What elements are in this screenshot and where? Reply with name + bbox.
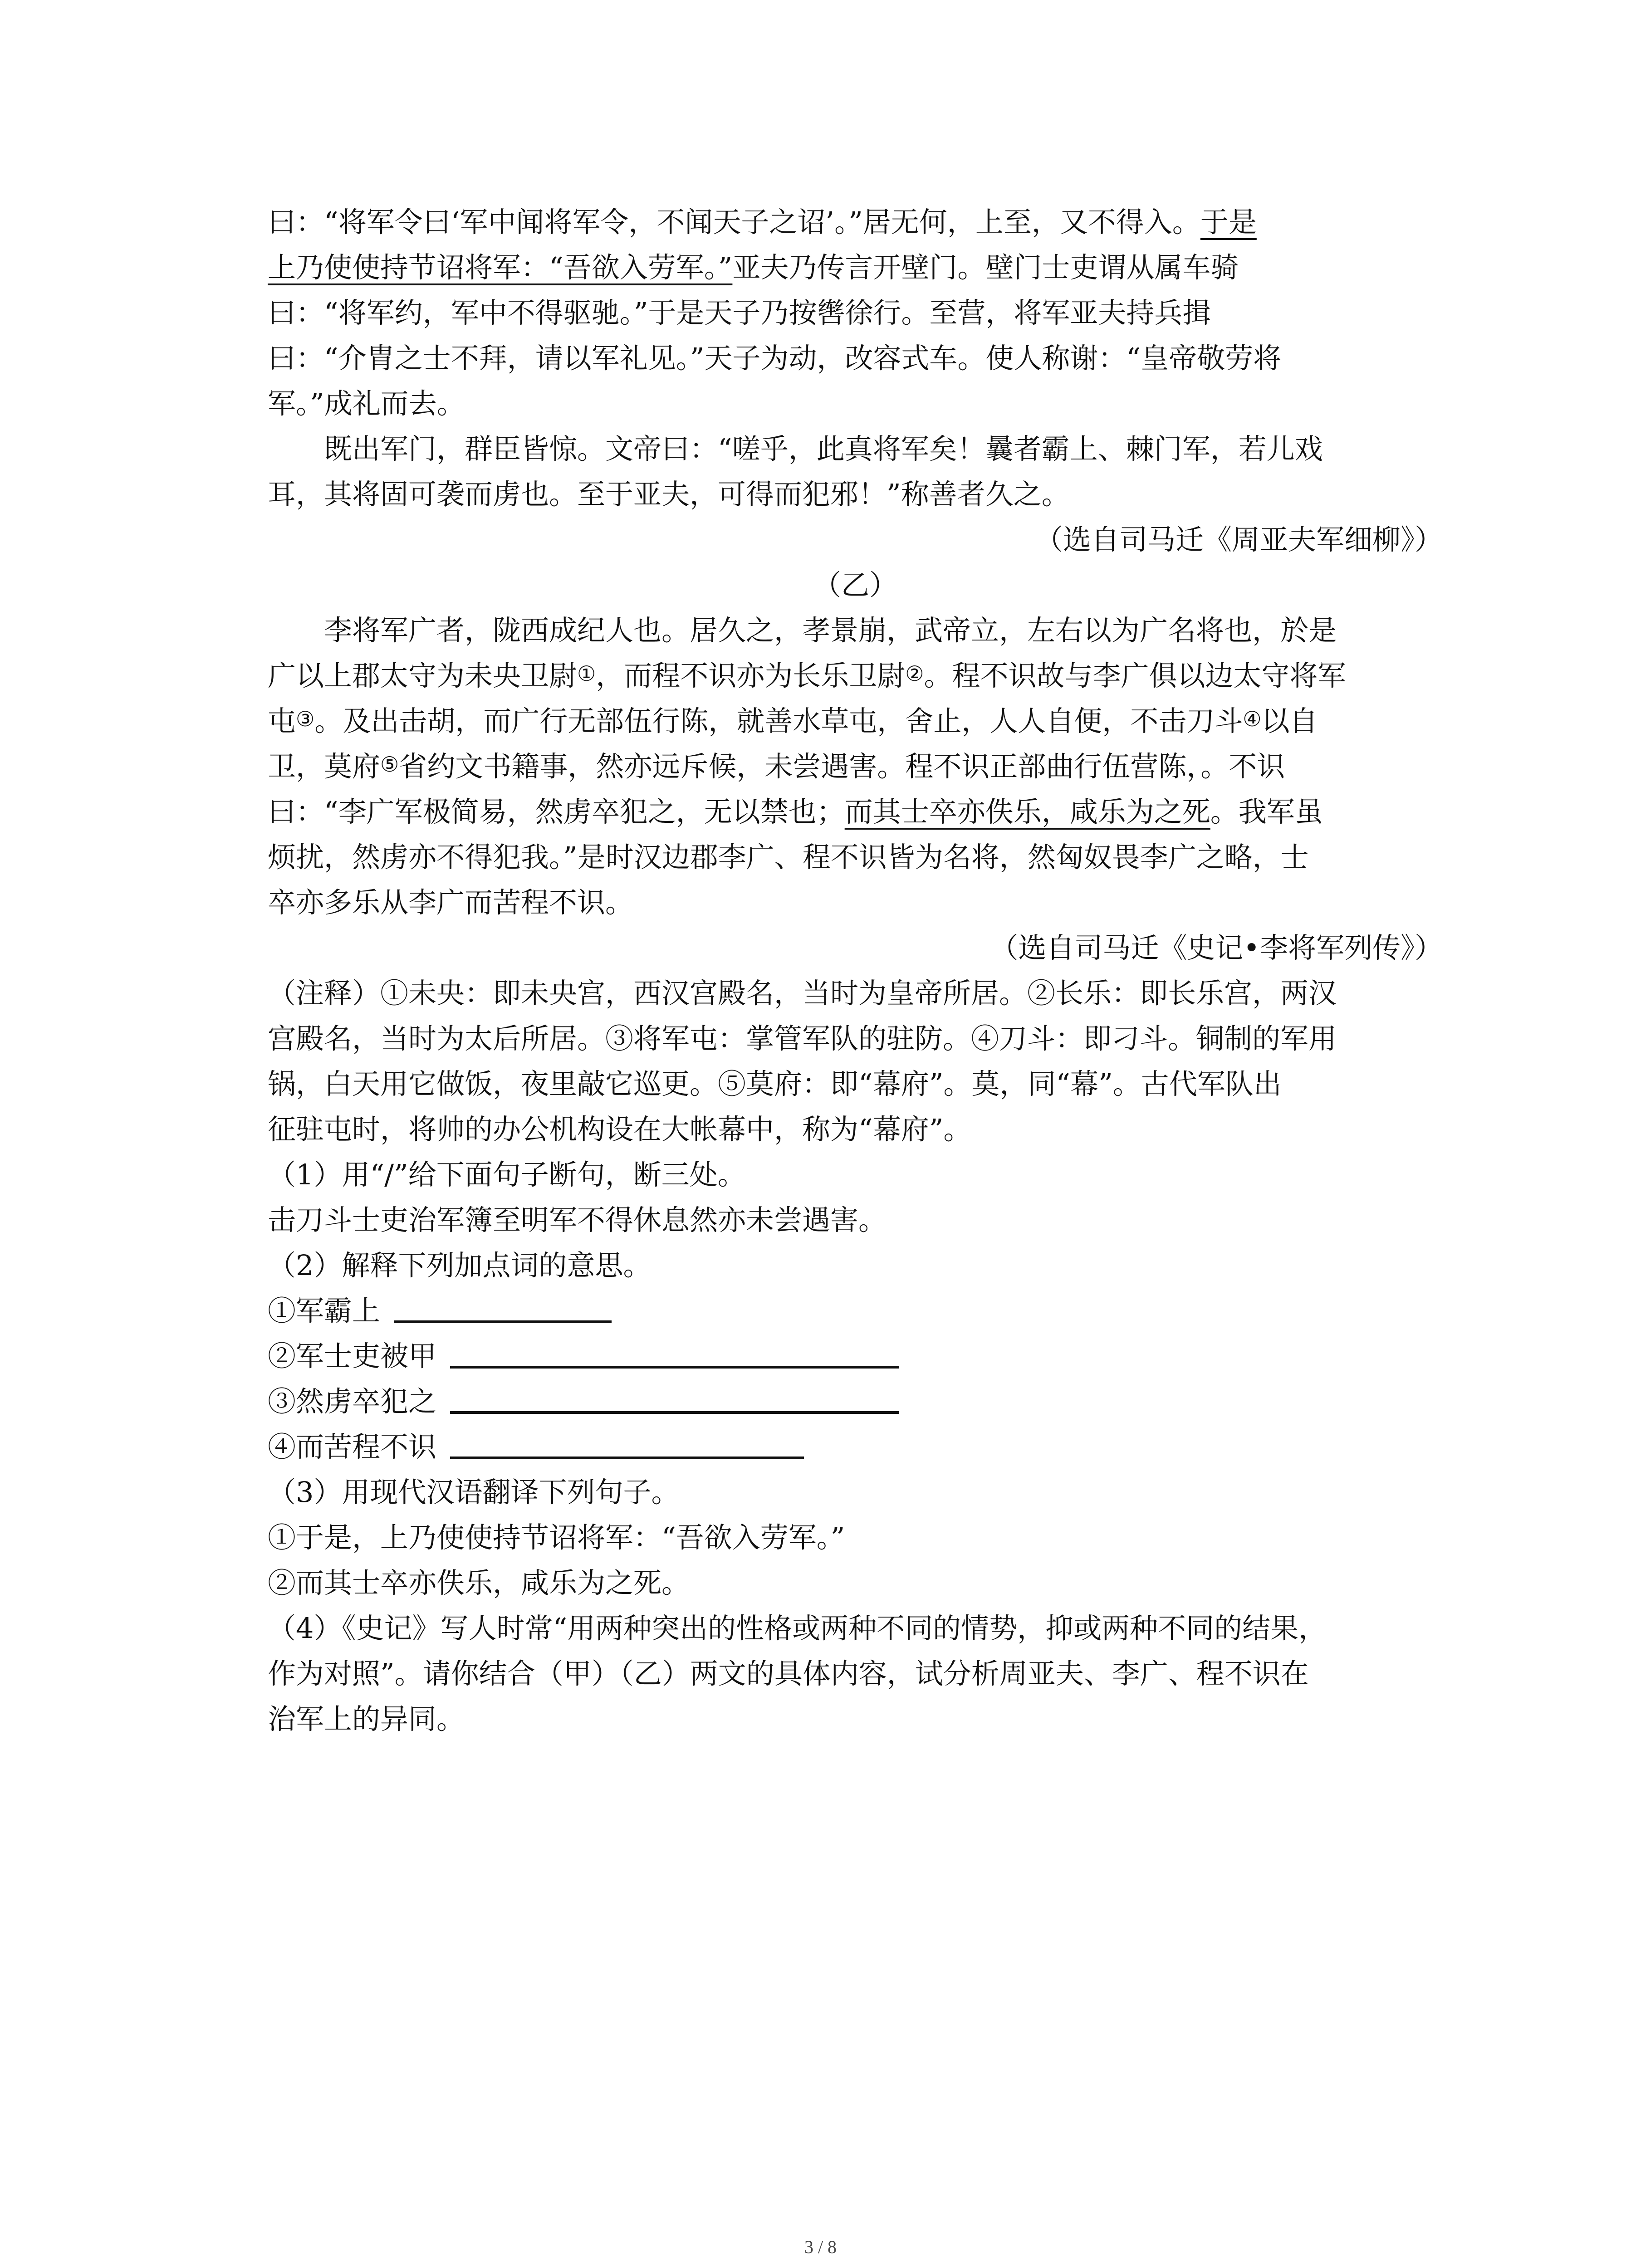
text-span: 。程不识故与李广俱以边太守将军 xyxy=(924,659,1346,692)
text-span: 亚夫乃传言开壁门。壁门士吏谓从属车骑 xyxy=(732,251,1239,284)
item-label: ④而苦程不识 xyxy=(268,1430,437,1463)
text-span: ，而程不识亦为长乐卫尉 xyxy=(596,659,906,692)
text-span: 广以上郡太守为未央卫尉 xyxy=(268,659,578,692)
answer-row-3 xyxy=(268,1379,1443,1424)
answer-row-1 xyxy=(268,1288,1443,1334)
text-span: 省约文书籍事，然亦远斥候，未尝遇害。程不识正部曲行伍营陈，。不识 xyxy=(399,750,1285,783)
item-label: ①军霸上 xyxy=(268,1294,381,1327)
document-body xyxy=(268,200,1443,1742)
page-number: 3 / 8 xyxy=(804,2237,837,2257)
text-span: 。及出击胡，而广行无部伍行陈，就善水草屯，舍止，人人自便，不击刀斗 xyxy=(314,704,1243,738)
notes-line-1: （注释）①未央：即未央宫，西汉宫殿名，当时为皇帝所居。②长乐：即长乐宫，两汉 xyxy=(268,977,1337,1010)
underlined-text: 而其士卒亦佚乐，咸乐为之死 xyxy=(844,795,1210,828)
notes-line-3: 锅，白天用它做饭，夜里敲它巡更。⑤莫府：即“幕府”。莫，同“幕”。古代军队出 xyxy=(268,1067,1282,1100)
question-4-line-1: （4）《史记》写人时常“用两种突出的性格或两种不同的情势，抑或两种不同的结果， xyxy=(268,1612,1327,1645)
answer-row-4 xyxy=(268,1424,1443,1470)
answer-row-2 xyxy=(268,1334,1443,1379)
answer-blank[interactable] xyxy=(450,1366,899,1369)
answer-blank[interactable] xyxy=(450,1457,804,1459)
answer-blank[interactable] xyxy=(394,1320,612,1323)
yi-line-7: 卒亦多乐从李广而苦程不识。 xyxy=(268,886,634,919)
question-3-item-2: ②而其士卒亦佚乐，咸乐为之死。 xyxy=(268,1566,690,1599)
yi-line-5 xyxy=(268,789,1443,835)
jia-line-5: 军。”成礼而去。 xyxy=(268,387,465,420)
jia-source: （选自司马迁《周亚夫军细柳》） xyxy=(1034,523,1443,556)
underlined-text: 于是 xyxy=(1200,205,1257,239)
jia-line-2 xyxy=(268,245,1443,290)
text-span: 曰：“李广军极简易，然虏卒犯之，无以禁也； xyxy=(268,795,845,828)
jia-line-3: 曰：“将军约，军中不得驱驰。”于是天子乃按辔徐行。至营，将军亚夫持兵揖 xyxy=(268,296,1211,329)
notes-line-2: 宫殿名，当时为太后所居。③将军屯：掌管军队的驻防。④刀斗：即刁斗。铜制的军用 xyxy=(268,1022,1337,1055)
jia-line-1 xyxy=(268,200,1443,245)
footnote-mark: ② xyxy=(905,661,924,686)
yi-line-6: 烦扰，然虏亦不得犯我。”是时汉边郡李广、程不识皆为名将，然匈奴畏李广之略，士 xyxy=(268,841,1309,874)
footnote-mark: ① xyxy=(577,661,596,686)
footnote-mark: ⑤ xyxy=(380,752,399,777)
jia-line-4: 曰：“介胄之士不拜，请以军礼见。”天子为动，改容式车。使人称谢：“皇帝敬劳将 xyxy=(268,342,1282,375)
answer-blank[interactable] xyxy=(450,1411,899,1414)
yi-line-2 xyxy=(268,653,1443,699)
jia-para2-line-1: 既出军门，群臣皆惊。文帝曰：“嗟乎，此真将军矣！曩者霸上、棘门军，若儿戏 xyxy=(324,432,1323,465)
question-1-sentence: 击刀斗士吏治军簿至明军不得休息然亦未尝遇害。 xyxy=(268,1203,887,1237)
yi-source: （选自司马迁《史记•李将军列传》） xyxy=(990,931,1443,964)
text-span: 卫，莫府 xyxy=(268,750,381,783)
question-1: （1）用“/”给下面句子断句，断三处。 xyxy=(268,1158,746,1191)
yi-line-3 xyxy=(268,699,1443,744)
yi-line-4 xyxy=(268,744,1443,789)
yi-heading: （乙） xyxy=(813,568,897,601)
footnote-mark: ③ xyxy=(296,707,315,731)
text-span: 。我军虽 xyxy=(1210,795,1323,828)
yi-line-1: 李将军广者，陇西成纪人也。居久之，孝景崩，武帝立，左右以为广名将也，於是 xyxy=(324,614,1337,647)
question-4-line-3: 治军上的异同。 xyxy=(268,1702,465,1735)
item-label: ③然虏卒犯之 xyxy=(268,1385,437,1418)
underlined-text: 上乃使使持节诏将军：“吾欲入劳军。” xyxy=(268,251,733,284)
question-2: （2）解释下列加点词的意思。 xyxy=(268,1249,652,1282)
jia-para2-line-2: 耳，其将固可袭而虏也。至于亚夫，可得而犯邪！”称善者久之。 xyxy=(268,478,1070,511)
text-span: 屯 xyxy=(268,704,296,738)
item-label: ②军士吏被甲 xyxy=(268,1339,437,1373)
text-span: 曰：“将军令曰‘军中闻将军令，不闻天子之诏’。”居无何，上至，又不得入。 xyxy=(268,205,1200,239)
footnote-mark: ④ xyxy=(1243,707,1262,731)
notes-line-4: 征驻屯时，将帅的办公机构设在大帐幕中，称为“幕府”。 xyxy=(268,1113,972,1146)
question-4-line-2: 作为对照”。请你结合（甲）（乙）两文的具体内容，试分析周亚夫、李广、程不识在 xyxy=(268,1657,1309,1690)
text-span: 以自 xyxy=(1261,704,1318,738)
question-3-item-1: ①于是，上乃使使持节诏将军：“吾欲入劳军。” xyxy=(268,1521,845,1554)
question-3: （3）用现代汉语翻译下列句子。 xyxy=(268,1476,680,1509)
